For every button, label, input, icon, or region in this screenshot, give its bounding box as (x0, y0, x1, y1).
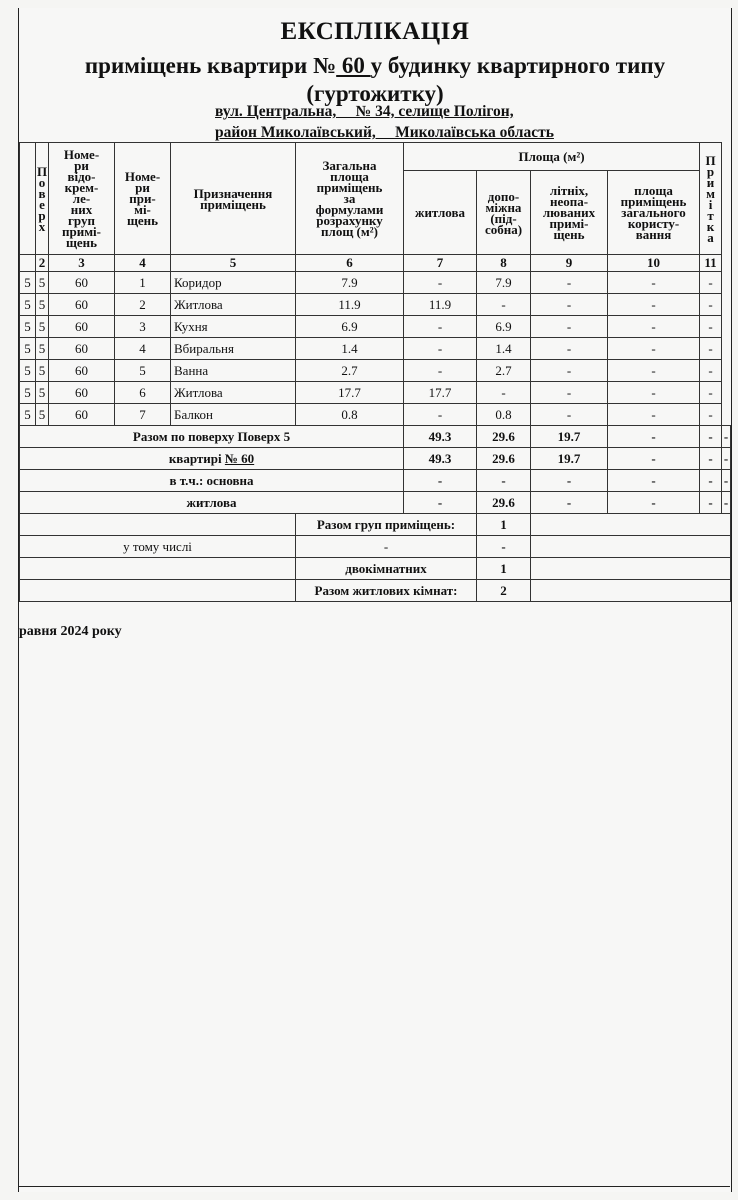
address-line-2: район Миколаївський, Миколаївська область (215, 124, 554, 141)
header-summer: літніх, неопа- люваних примі- щень (531, 171, 608, 255)
column-number-row: 2 3 4 5 6 7 8 9 10 11 (20, 255, 731, 272)
cell-note: - (700, 294, 722, 316)
table-row (20, 338, 731, 360)
cell-living: - (404, 272, 477, 294)
cell-common: - (608, 338, 700, 360)
cell-total: 6.9 (296, 316, 404, 338)
cell-total: 11.9 (296, 294, 404, 316)
cell-purpose: Житлова (171, 294, 296, 316)
cell-total: 1.4 (296, 338, 404, 360)
floor-total-row: Разом по поверху Поверх 5 49.3 29.6 19.7 - - - (20, 426, 731, 448)
living-total-row: житлова - 29.6 - - - - (20, 492, 731, 514)
cell-living: - (404, 316, 477, 338)
cell-aux: 2.7 (477, 360, 531, 382)
including-main-row: в т.ч.: основна - - - - - - (20, 470, 731, 492)
cell-summer: - (531, 382, 608, 404)
table-row (20, 272, 731, 294)
cell-summer: - (531, 272, 608, 294)
cell-lead: 5 (20, 404, 36, 426)
bottom-rule (18, 1186, 730, 1187)
flat-total-row: квартирі № 60 49.3 29.6 19.7 - - - (20, 448, 731, 470)
cell-common: - (608, 360, 700, 382)
header-floor: П о в е р х (36, 143, 49, 255)
cell-group: 60 (49, 382, 115, 404)
groups-total-row: Разом груп приміщень: 1 (20, 514, 731, 536)
table-row (20, 382, 731, 404)
cell-purpose: Коридор (171, 272, 296, 294)
cell-lead: 5 (20, 316, 36, 338)
cell-total: 7.9 (296, 272, 404, 294)
table-row (20, 404, 731, 426)
cell-aux: - (477, 294, 531, 316)
header-room-no: Номе- ри при- мі- щень (115, 143, 171, 255)
header-total-area: Загальна площа приміщень за формулами розрахунку площ (м²) (296, 143, 404, 255)
document-page (18, 8, 732, 1192)
cell-room: 3 (115, 316, 171, 338)
cell-purpose: Житлова (171, 382, 296, 404)
cell-group: 60 (49, 404, 115, 426)
cell-aux: 0.8 (477, 404, 531, 426)
cell-floor: 5 (36, 338, 49, 360)
cell-group: 60 (49, 272, 115, 294)
cell-group: 60 (49, 338, 115, 360)
cell-room: 6 (115, 382, 171, 404)
subtitle-line2: (гуртожитку) (306, 81, 444, 106)
cell-room: 5 (115, 360, 171, 382)
cell-lead: 5 (20, 272, 36, 294)
cell-floor: 5 (36, 382, 49, 404)
cell-summer: - (531, 316, 608, 338)
cell-note: - (700, 360, 722, 382)
cell-note: - (700, 382, 722, 404)
cell-floor: 5 (36, 272, 49, 294)
subtitle-suffix: у будинку квартирного типу (370, 53, 666, 78)
table-row (20, 294, 731, 316)
cell-note: - (700, 404, 722, 426)
document-subtitle (9, 52, 738, 108)
cell-room: 2 (115, 294, 171, 316)
cell-total: 2.7 (296, 360, 404, 382)
cell-purpose: Кухня (171, 316, 296, 338)
cell-floor: 5 (36, 294, 49, 316)
cell-purpose: Ванна (171, 360, 296, 382)
table-row (20, 360, 731, 382)
cell-room: 7 (115, 404, 171, 426)
cell-group: 60 (49, 294, 115, 316)
document-title: ЕКСПЛІКАЦІЯ (280, 18, 470, 45)
date-line: равня 2024 року (19, 624, 122, 639)
cell-note: - (700, 272, 722, 294)
cell-living: - (404, 360, 477, 382)
cell-common: - (608, 382, 700, 404)
living-rooms-total-row: Разом житлових кімнат: 2 (20, 580, 731, 602)
header-area-group: Площа (м²) (404, 143, 700, 171)
cell-common: - (608, 316, 700, 338)
cell-aux: 1.4 (477, 338, 531, 360)
cell-aux: 7.9 (477, 272, 531, 294)
header-living: житлова (404, 171, 477, 255)
cell-common: - (608, 272, 700, 294)
cell-lead: 5 (20, 294, 36, 316)
explication-table (19, 142, 731, 602)
cell-living: 17.7 (404, 382, 477, 404)
cell-summer: - (531, 338, 608, 360)
cell-floor: 5 (36, 316, 49, 338)
cell-living: 11.9 (404, 294, 477, 316)
cell-common: - (608, 404, 700, 426)
cell-total: 17.7 (296, 382, 404, 404)
cell-floor: 5 (36, 360, 49, 382)
cell-summer: - (531, 294, 608, 316)
cell-common: - (608, 294, 700, 316)
cell-aux: 6.9 (477, 316, 531, 338)
cell-aux: - (477, 382, 531, 404)
header-lead-cell (20, 143, 36, 255)
two-room-row: двокімнатних 1 (20, 558, 731, 580)
header-common: площа приміщень загального користу- вання (608, 171, 700, 255)
header-purpose: Призначення приміщень (171, 143, 296, 255)
cell-lead: 5 (20, 360, 36, 382)
cell-note: - (700, 316, 722, 338)
cell-lead: 5 (20, 382, 36, 404)
subtitle-prefix: приміщень квартири № (84, 53, 337, 78)
cell-living: - (404, 338, 477, 360)
cell-purpose: Балкон (171, 404, 296, 426)
address-line-1: вул. Центральна, № 34, селище Полігон, (215, 103, 514, 120)
cell-group: 60 (49, 360, 115, 382)
header-auxiliary: допо- міжна (під- собна) (477, 171, 531, 255)
cell-note: - (700, 338, 722, 360)
cell-room: 4 (115, 338, 171, 360)
cell-room: 1 (115, 272, 171, 294)
cell-summer: - (531, 360, 608, 382)
room-rows (20, 272, 731, 426)
cell-summer: - (531, 404, 608, 426)
flat-number: 60 (336, 53, 371, 78)
cell-purpose: Вбиральня (171, 338, 296, 360)
header-notes: П р и м і т к а (700, 143, 722, 255)
header-group-no: Номе- ри відо- крем- ле- них груп примі- щень (49, 143, 115, 255)
cell-floor: 5 (36, 404, 49, 426)
cell-lead: 5 (20, 338, 36, 360)
cell-total: 0.8 (296, 404, 404, 426)
cell-living: - (404, 404, 477, 426)
including-row: у тому числі - - (20, 536, 731, 558)
cell-group: 60 (49, 316, 115, 338)
table-row (20, 316, 731, 338)
